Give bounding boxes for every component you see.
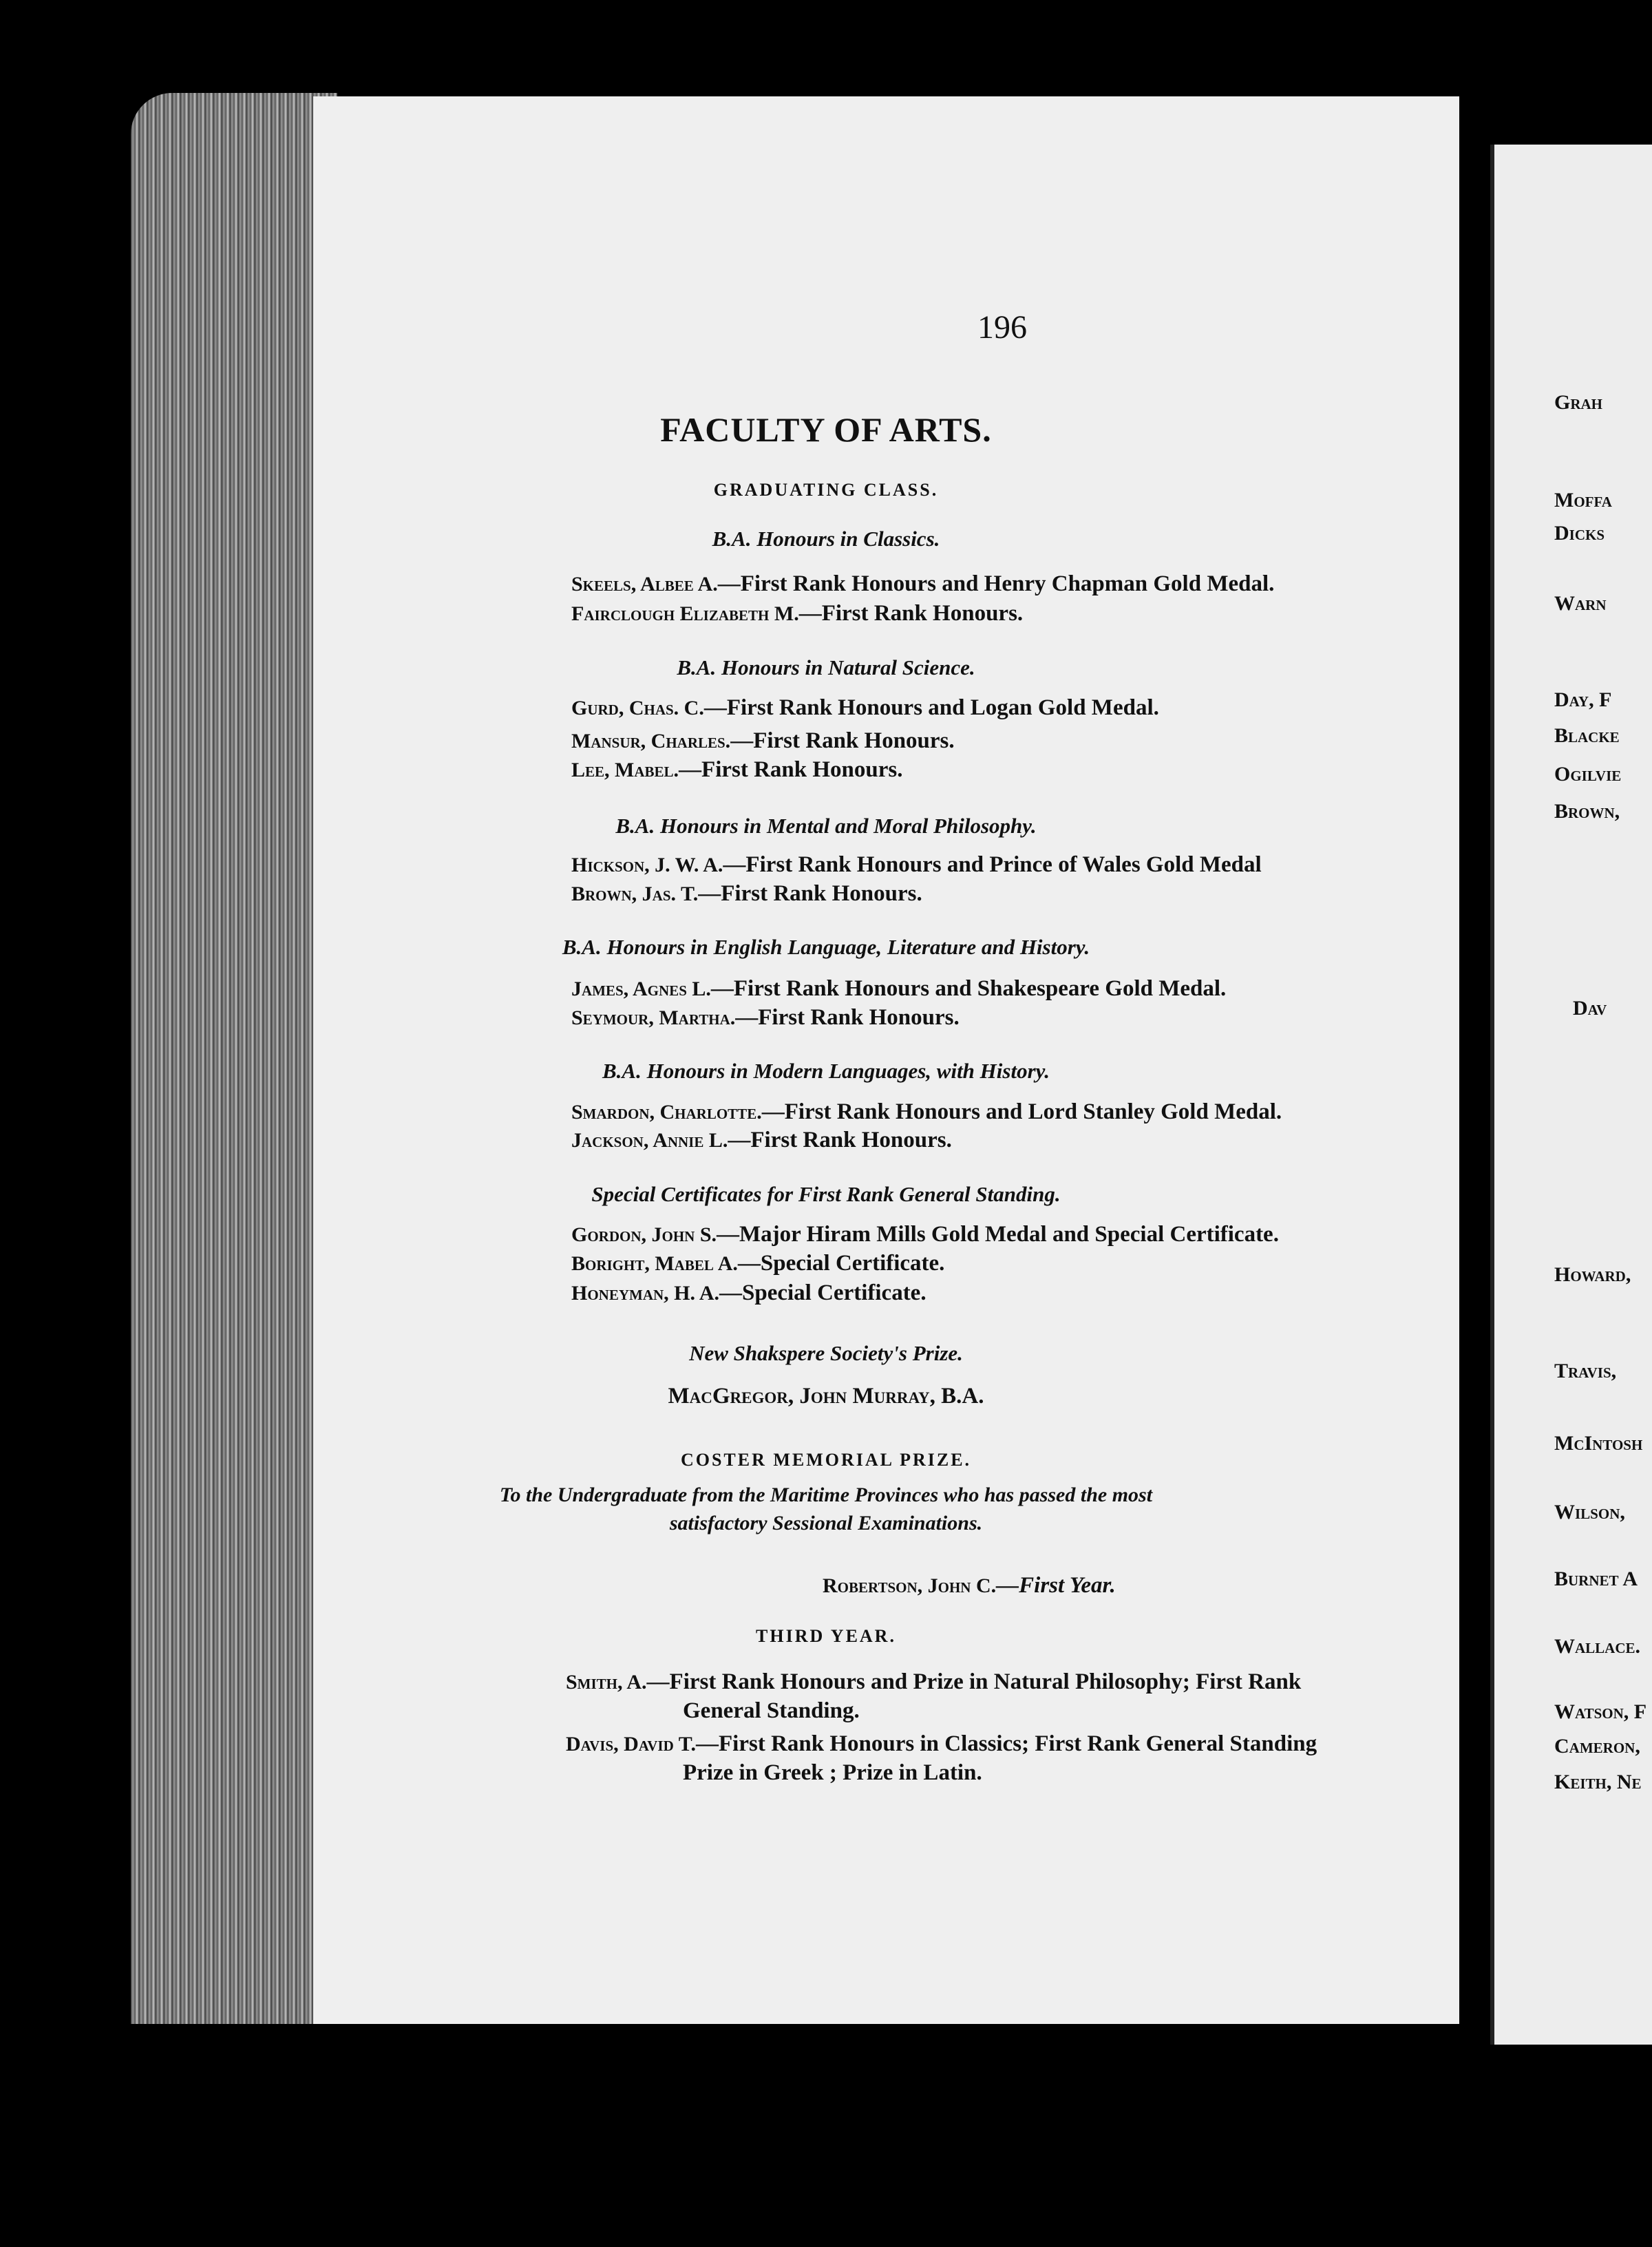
right-page-fragment: Grah: [1554, 391, 1603, 414]
entry-text: —First Rank Honours and Prince of Wales Gold Medal: [723, 852, 1262, 877]
entry-name: James, Agnes L.: [571, 978, 711, 1000]
entry-name: Smith, A.: [566, 1671, 647, 1694]
entry-name: Honeyman, H. A.: [571, 1282, 720, 1305]
entry-text: —First Rank Honours.: [798, 601, 1024, 626]
entry-year: —First Year.: [996, 1573, 1116, 1598]
list-item: [571, 1222, 1279, 1247]
entry-name: Robertson, John C.: [823, 1574, 997, 1597]
entry-text: —First Rank Honours and Prize in Natural Philosophy; First Rank: [646, 1669, 1302, 1694]
entry-name: Fairclough Elizabeth M.: [571, 602, 799, 625]
entry-name: Smardon, Charlotte.: [571, 1101, 762, 1124]
list-item-continuation: Prize in Greek ; Prize in Latin.: [683, 1760, 982, 1785]
list-item: [571, 757, 903, 783]
entry-name: Gordon, John S.: [571, 1223, 717, 1246]
entry-text: —First Rank Honours and Henry Chapman Gold Medal.: [717, 571, 1275, 596]
list-item: [571, 1005, 960, 1031]
page-number: 196: [977, 309, 1027, 346]
right-page-fragment: Blacke: [1554, 724, 1620, 747]
list-item: [566, 1669, 1301, 1695]
entry-name: Lee, Mabel.: [571, 759, 679, 781]
list-item: [571, 1099, 1282, 1125]
right-page-fragment: Moffa: [1554, 489, 1612, 511]
section-heading: B.A. Honours in Modern Languages, with History.: [602, 1059, 1050, 1083]
section-heading: B.A. Honours in Mental and Moral Philosophy.: [615, 814, 1037, 838]
right-page-fragment: McIntosh: [1554, 1432, 1643, 1455]
third-year-heading: THIRD YEAR.: [756, 1626, 896, 1646]
section-heading: Special Certificates for First Rank General Standing.: [591, 1182, 1061, 1206]
entry-text: —First Rank Honours.: [698, 881, 922, 906]
list-item: [571, 1128, 952, 1153]
right-page-fragment: Dicks: [1554, 522, 1605, 545]
section-heading: B.A. Honours in Natural Science.: [677, 655, 975, 679]
list-item: [571, 1280, 926, 1306]
list-item: [571, 571, 1274, 597]
entry-name: Boright, Mabel A.: [571, 1252, 738, 1275]
right-page-fragment: Keith, Ne: [1554, 1771, 1642, 1793]
right-page-fragment: Travis,: [1554, 1360, 1617, 1382]
shakspere-heading: New Shakspere Society's Prize.: [689, 1341, 963, 1365]
entry-text: —First Rank Honours and Shakespeare Gold Medal.: [710, 976, 1227, 1001]
coster-heading: COSTER MEMORIAL PRIZE.: [680, 1450, 972, 1470]
entry-name: Jackson, Annie L.: [571, 1129, 728, 1152]
entry-text: —First Rank Honours and Logan Gold Medal.: [703, 695, 1159, 720]
list-item: [571, 1251, 944, 1276]
right-page-fragment: Cameron,: [1554, 1735, 1640, 1758]
list-item: [571, 852, 1262, 878]
entry-name: Davis, David T.: [566, 1733, 697, 1755]
list-item: [566, 1731, 1317, 1757]
right-page-fragment: Ogilvie: [1554, 763, 1622, 785]
page-title: FACULTY OF ARTS.: [660, 410, 992, 449]
entry-name: Seymour, Martha.: [571, 1006, 736, 1029]
coster-description: To the Undergraduate from the Maritime Provinces who has passed the most: [499, 1484, 1153, 1506]
list-item: [571, 695, 1159, 721]
graduating-class-heading: GRADUATING CLASS.: [713, 480, 939, 500]
entry-text: —First Rank Honours.: [730, 728, 955, 753]
list-item-continuation: General Standing.: [683, 1698, 860, 1723]
entry-text: —First Rank Honours.: [728, 1128, 952, 1152]
list-item: [571, 601, 1023, 626]
right-page-fragment: Burnet A: [1554, 1568, 1638, 1590]
entry-text: —Major Hiram Mills Gold Medal and Special Certificate.: [717, 1222, 1279, 1247]
section-heading: B.A. Honours in Classics.: [712, 527, 940, 551]
right-page-fragment: Day, F: [1554, 688, 1612, 711]
entry-text: —First Rank Honours.: [679, 757, 903, 782]
right-page-fragment: Wilson,: [1554, 1501, 1625, 1523]
right-page-fragment: Wallace.: [1554, 1635, 1641, 1658]
shakspere-winner: MacGregor, John Murray, B.A.: [668, 1384, 984, 1409]
entry-text: —Special Certificate.: [719, 1280, 926, 1305]
section-heading: B.A. Honours in English Language, Literature and History.: [562, 935, 1090, 959]
coster-winner: [823, 1573, 1116, 1599]
entry-name: Gurd, Chas. C.: [571, 697, 704, 719]
list-item: [571, 881, 922, 907]
entry-name: Brown, Jas. T.: [571, 883, 699, 905]
right-page-fragment: Watson, F: [1554, 1700, 1647, 1723]
entry-text: —First Rank Honours in Classics; First Rank General Standing: [696, 1731, 1317, 1756]
right-page-fragment: Dav: [1573, 997, 1607, 1020]
right-page-fragment: Brown,: [1554, 800, 1620, 823]
list-item: [571, 728, 955, 754]
right-page-fragment: Warn: [1554, 592, 1607, 615]
entry-name: Mansur, Charles.: [571, 730, 731, 752]
coster-description-cont: satisfactory Sessional Examinations.: [669, 1512, 983, 1534]
list-item: [571, 976, 1226, 1002]
entry-text: —Special Certificate.: [737, 1251, 945, 1276]
entry-name: Hickson, J. W. A.: [571, 854, 723, 876]
right-page-fragment: Howard,: [1554, 1263, 1631, 1286]
entry-text: —First Rank Honours and Lord Stanley Gold Medal.: [761, 1099, 1282, 1124]
entry-text: —First Rank Honours.: [735, 1005, 960, 1030]
entry-name: Skeels, Albee A.: [571, 573, 718, 595]
